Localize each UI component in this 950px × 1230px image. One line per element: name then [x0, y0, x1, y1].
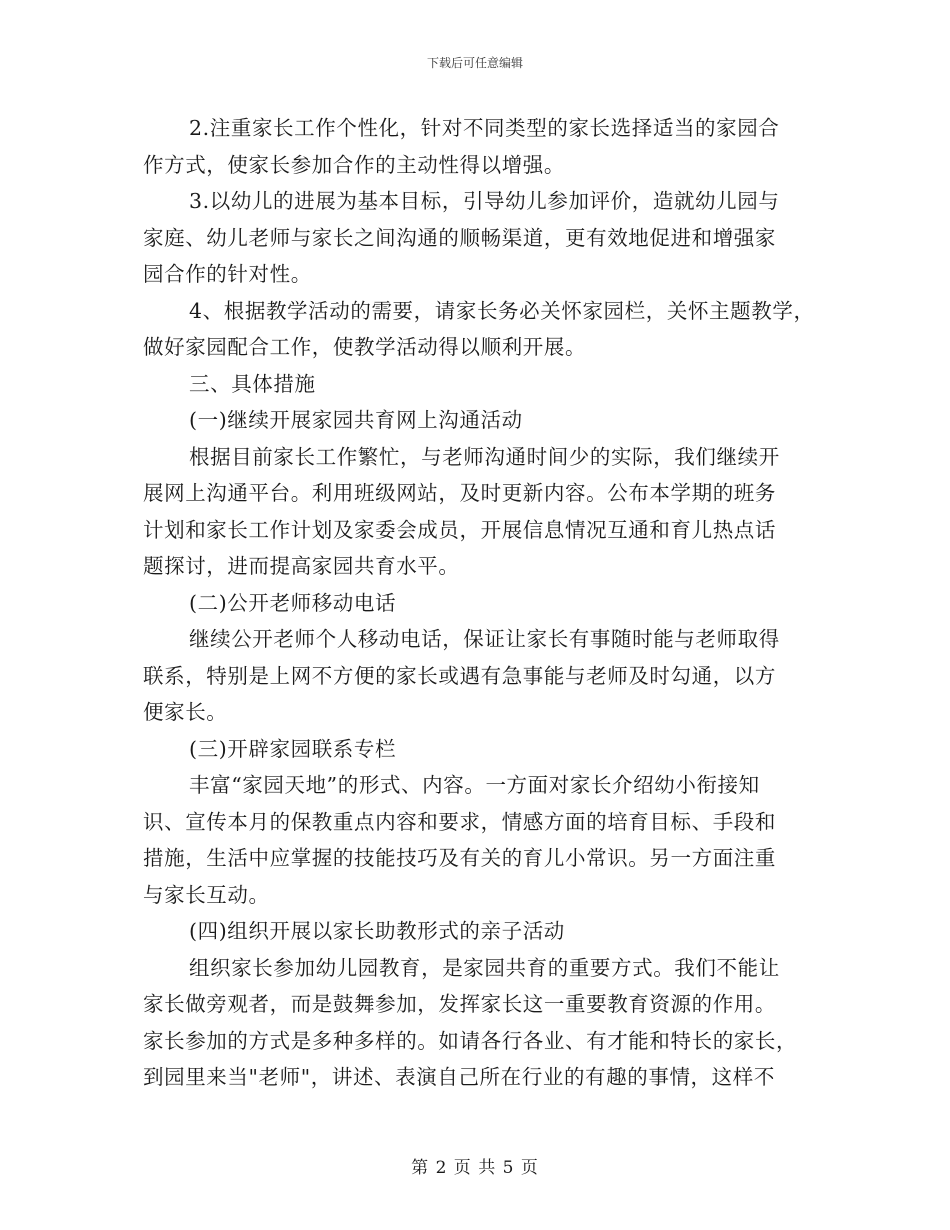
paragraph-line-first: (一)继续开展家园共育网上沟通活动 [189, 408, 523, 432]
page-footer: 第 2 页 共 5 页 [411, 1158, 539, 1178]
paragraph-line: 题探讨，进而提高家园共育水平。 [143, 554, 460, 578]
paragraph-line: 联系，特别是上网不方便的家长或遇有急事能与老师及时勾通，以方 [143, 663, 776, 688]
paragraph-line-first: 继续公开老师个人移动电话，保证让家长有事随时能与老师取得 [189, 627, 780, 651]
paragraph-line-first: 组织家长参加幼儿园教育，是家园共育的重要方式。我们不能让 [189, 955, 780, 980]
paragraph-line-first: (四)组织开展以家长助教形式的亲子活动 [189, 919, 565, 943]
paragraph-line: 到园里来当"老师"，讲述、表演自己所在行业的有趣的事情，这样不 [143, 1065, 775, 1089]
paragraph-line: 与家长互动。 [143, 882, 270, 907]
paragraph-line: 园合作的针对性。 [143, 262, 312, 286]
paragraph-line-first: (三)开辟家园联系专栏 [189, 736, 397, 761]
paragraph-line-first: 三、具体措施 [189, 371, 316, 396]
paragraph-line-first: (二)公开老师移动电话 [189, 590, 397, 615]
paragraph-line-first: 4、根据教学活动的需要，请家长务必关怀家园栏，关怀主题教学， [189, 298, 815, 323]
paragraph-line: 措施，生活中应掌握的技能技巧及有关的育儿小常识。另一方面注重 [143, 846, 776, 870]
paragraph-line: 便家长。 [143, 700, 228, 724]
paragraph-line: 识、宣传本月的保教重点内容和要求，情感方面的培育目标、手段和 [143, 809, 776, 834]
paragraph-line: 作方式，使家长参加合作的主动性得以增强。 [143, 152, 565, 177]
paragraph-line-first: 根据目前家长工作繁忙，与老师沟通时间少的实际，我们继续开 [189, 444, 780, 469]
paragraph-line: 展网上沟通平台。利用班级网站，及时更新内容。公布本学期的班务 [143, 481, 776, 505]
paragraph-line: 做好家园配合工作，使教学活动得以顺利开展。 [143, 335, 587, 359]
paragraph-line: 计划和家长工作计划及家委会成员，开展信息情况互通和育儿热点话 [143, 517, 776, 542]
paragraph-line-first: 丰富“家园天地”的形式、内容。一方面对家长介绍幼小衔接知 [189, 773, 760, 797]
paragraph-line-first: 2.注重家长工作个性化，针对不同类型的家长选择适当的家园合 [189, 116, 780, 140]
document-body [143, 110, 823, 1096]
paragraph-line-first: 3.以幼儿的进展为基本目标，引导幼儿参加评价，造就幼儿园与 [189, 189, 780, 213]
paragraph-line: 家庭、幼儿老师与家长之间沟通的顺畅渠道，更有效地促进和增强家 [143, 225, 776, 250]
paragraph-line: 家长参加的方式是多种多样的。如请各行各业、有才能和特长的家长， [143, 1028, 798, 1053]
paragraph-line: 家长做旁观者，而是鼓舞参加，发挥家长这一重要教育资源的作用。 [143, 992, 776, 1016]
page-header: 下载后可任意编辑 [426, 56, 523, 70]
